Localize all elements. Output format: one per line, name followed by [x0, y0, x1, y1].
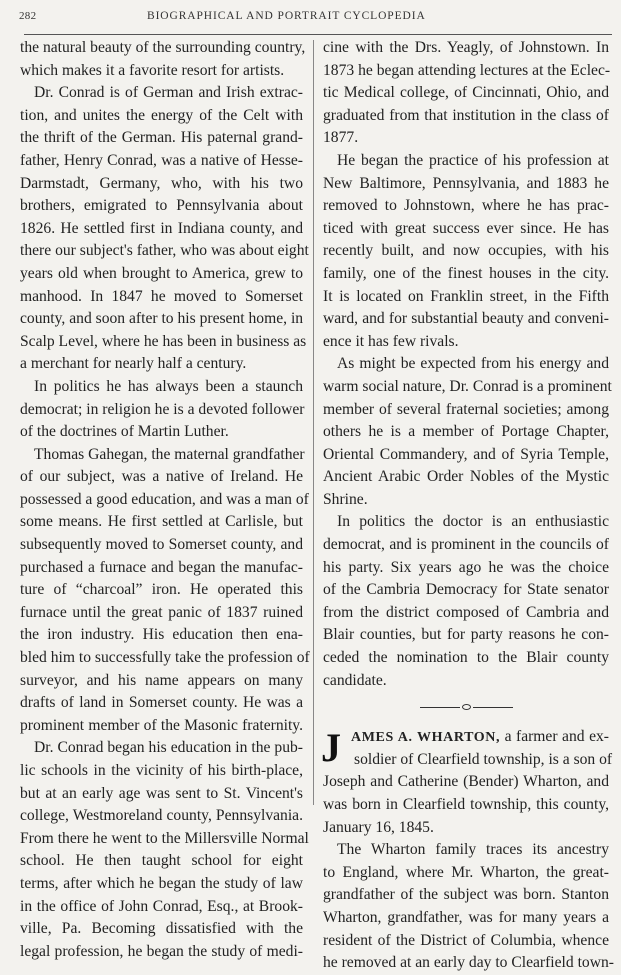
text-line: Shrine. [323, 490, 368, 508]
text-line: ceded the nomination to the Blair county [323, 649, 609, 667]
drop-cap: J [321, 725, 341, 771]
text-line: The Wharton family traces its ancestry [337, 841, 609, 859]
text-line: which makes it a favorite resort for artists. [20, 61, 285, 79]
text-line: 1873 he began attending lectures at the Eclec- [323, 61, 611, 79]
text-line: 1877. [323, 129, 359, 147]
text-line: brothers, emigrated to Pennsylvania about [20, 197, 303, 215]
text-line: of the doctrines of Martin Luther. [20, 423, 229, 441]
running-title: BIOGRAPHICAL AND PORTRAIT CYCLOPEDIA [147, 10, 426, 22]
text-line: ward, and for substantial beauty and conveni- [323, 310, 609, 328]
text-line: from the district composed of Cambria and [323, 603, 609, 621]
text-line: years old when brought to America, grew to [20, 264, 303, 282]
section-ornament [323, 694, 609, 720]
text-line: democrat, and is prominent in the councils of [323, 536, 609, 554]
text-line: tion, and unites the energy of the Celt with [20, 106, 303, 124]
text-line: removed to Johnstown, where he has prac- [323, 197, 609, 215]
text-line: family, one of the finest houses in the city. [323, 264, 609, 282]
text-line: a merchant for nearly half a century. [20, 355, 247, 373]
text-line: soldier of Clearfield township, is a son of [354, 750, 613, 768]
ornament-rule-left [420, 707, 460, 708]
text-line: cine with the Drs. Yeagly, of Johnstown. In [323, 39, 609, 56]
text-line: drafts of land in Somerset county. He was a [20, 694, 303, 712]
ornament-oval-icon [462, 704, 471, 710]
text-line: lic schools in the vicinity of his birth-place, [20, 762, 303, 779]
text-line: member of several fraternal societies; among [323, 400, 609, 418]
text-line: ticed with great success ever since. He has [323, 219, 609, 237]
text-line: others he is a member of Portage Chapter, [323, 423, 609, 441]
text-line: the natural beauty of the surrounding country, [20, 39, 306, 56]
text-line: In politics the doctor is an enthusiastic [337, 513, 609, 531]
text-line: New Baltimore, Pennsylvania, and 1883 he [323, 174, 609, 192]
text-line: there our subject's father, who was about eight [20, 242, 309, 260]
text-line: school. He then taught school for eight [20, 852, 303, 870]
right-column [321, 37, 614, 975]
new-entry [321, 725, 614, 975]
page-header [0, 0, 621, 32]
text-line: college, Westmoreland county, Pennsylvania. [20, 807, 303, 825]
text-line: ence it has few rivals. [323, 332, 459, 350]
text-line: county, and soon after to his present home, in [20, 310, 304, 328]
text-line: Blair counties, but for party reasons he con- [323, 626, 609, 644]
text-line: furnace until the great panic of 1837 ruined [20, 603, 303, 621]
text-line: Oriental Commandery, and of Syria Temple, [323, 445, 609, 463]
text-line: resident of the District of Columbia, whence [323, 931, 609, 949]
text-line: subsequently moved to Somerset county, and [20, 536, 303, 554]
text-line: in the office of John Conrad, Esq., at Brook- [20, 897, 303, 915]
text-line: It is located on Franklin street, in the Fifth [323, 287, 609, 305]
text-line: terms, after which he began the study of law [20, 874, 303, 892]
text-line: recently built, and now occupies, with his [323, 242, 609, 260]
entry-first-line-rest: a farmer and ex- [500, 728, 609, 746]
text-line: Joseph and Catherine (Bender) Wharton, and [323, 773, 609, 791]
text-line: Dr. Conrad began his education in the pub- [34, 739, 303, 757]
text-line: Thomas Gahegan, the maternal grandfather [34, 445, 305, 463]
text-line: 1826. He settled first in Indiana county, and [20, 219, 303, 237]
text-line: the thrift of the German. His paternal grand- [20, 129, 303, 147]
page-number: 282 [19, 10, 37, 22]
text-line: but at an early age was sent to St. Vincent's [20, 784, 303, 802]
text-line: democrat; in religion he is a devoted follower [20, 400, 305, 418]
text-line: he removed at an early day to Clearfield town- [323, 954, 614, 972]
text-line: candidate. [323, 671, 387, 689]
text-line: From there he went to the Millersville Normal [20, 829, 309, 847]
text-line: graduated from that institution in the class of [323, 106, 609, 124]
entry-name: AMES A. WHARTON, [351, 730, 501, 746]
column-divider [313, 40, 314, 805]
text-line: tic Medical college, of Cincinnati, Ohio, and [323, 84, 609, 102]
text-line: January 16, 1845. [323, 818, 434, 836]
text-line: prominent member of the Masonic fraternity. [20, 716, 303, 734]
text-line: the iron industry. His education then ena- [20, 626, 303, 644]
ornament-rule-right [473, 707, 513, 708]
entry-first-line [323, 726, 609, 749]
text-line: warm social nature, Dr. Conrad is a prominent [323, 377, 612, 395]
text-line: to England, where Mr. Wharton, the great- [323, 863, 609, 881]
text-line: In politics he has always been a staunch [34, 377, 303, 395]
text-line: Scalp Level, where he has been in business as [20, 332, 307, 350]
text-line: legal profession, he began the study of medi- [20, 942, 303, 960]
text-line: of the Cambria Democracy for State senator [323, 581, 609, 599]
text-line: was born in Clearfield township, this county, [323, 796, 609, 813]
text-line: possessed a good education, and was a man of [20, 490, 309, 508]
text-line: ville, Pa. Becoming dissatisfied with the [20, 920, 303, 938]
text-line: manhood. In 1847 he moved to Somerset [20, 287, 303, 305]
text-line: Dr. Conrad is of German and Irish extrac- [34, 84, 303, 102]
text-line: grandfather of the subject was born. Stanton [323, 886, 609, 904]
text-line: Ancient Arabic Order Nobles of the Mystic [323, 468, 609, 486]
left-column [20, 37, 310, 963]
text-line: He began the practice of his profession at [337, 151, 609, 169]
text-line: Wharton, grandfather, was for many years a [323, 908, 609, 926]
header-rule [24, 34, 612, 35]
text-line: some means. He first settled at Carlisle, but [20, 513, 303, 531]
text-line: his party. Six years ago he was the choice [323, 558, 609, 576]
text-line: surveyor, and his name appears on many [20, 671, 303, 689]
text-line: Darmstadt, Germany, who, with his two [20, 174, 303, 192]
text-line: of our subject, was a native of Ireland. He [20, 468, 303, 486]
text-line: As might be expected from his energy and [337, 355, 609, 373]
text-line: father, Henry Conrad, was a native of Hesse- [20, 151, 303, 169]
text-line: ture of “charcoal” iron. He operated this [20, 581, 303, 599]
text-line: bled him to successfully take the profession of [20, 649, 310, 667]
text-line: purchased a furnace and began the manufac- [20, 558, 303, 576]
